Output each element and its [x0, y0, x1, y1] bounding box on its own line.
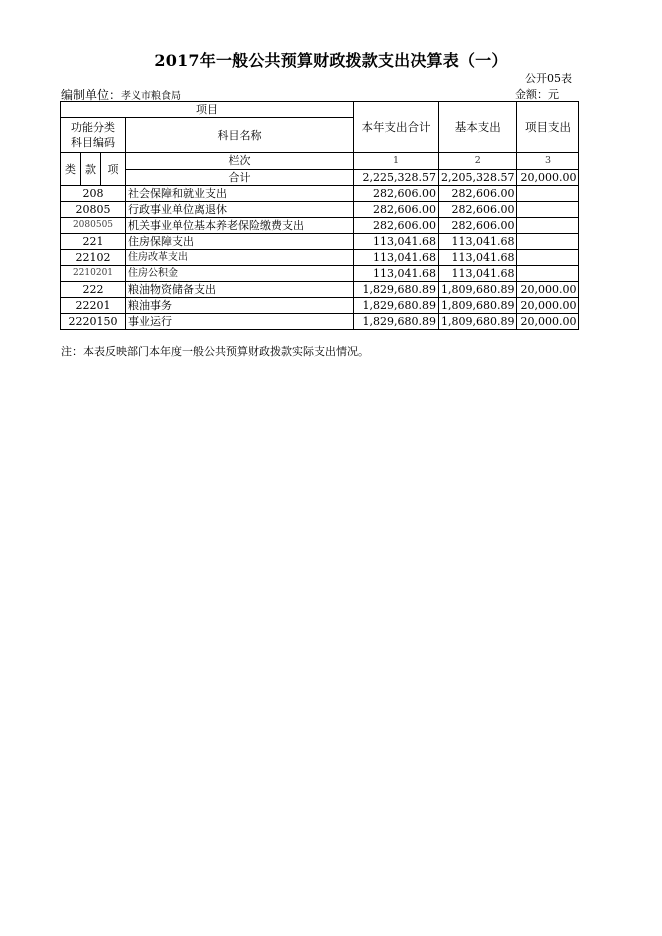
table-row — [61, 298, 579, 314]
report-title: 2017年一般公共预算财政拨款支出决算表（一） — [154, 51, 508, 70]
form-number: 公开05表 — [525, 72, 572, 85]
row-name: 粮油物资储备支出 — [126, 282, 354, 298]
table-row — [61, 282, 579, 298]
row-code: 222 — [61, 282, 126, 298]
row-name: 粮油事务 — [126, 298, 354, 314]
preparing-unit-label: 编制单位： — [61, 88, 122, 102]
row-total: 1,829,680.89 — [354, 298, 439, 314]
project-column-header: 项目支出 — [517, 102, 579, 153]
table-row — [61, 314, 579, 330]
summary-basic: 2,205,328.57 — [439, 169, 517, 186]
row-code: 208 — [61, 186, 126, 202]
row-code: 2080505 — [61, 218, 126, 234]
summary-project: 20,000.00 — [517, 169, 579, 186]
row-name: 社会保障和就业支出 — [126, 186, 354, 202]
column-number-3: 3 — [517, 153, 579, 170]
row-total: 1,829,680.89 — [354, 282, 439, 298]
xiang-header: 项 — [101, 153, 126, 186]
row-total: 282,606.00 — [354, 186, 439, 202]
row-basic: 1,809,680.89 — [439, 314, 517, 330]
row-basic: 282,606.00 — [439, 202, 517, 218]
row-basic: 113,041.68 — [439, 250, 517, 266]
row-total: 113,041.68 — [354, 234, 439, 250]
row-name: 机关事业单位基本养老保险缴费支出 — [126, 218, 354, 234]
summary-total: 2,225,328.57 — [354, 169, 439, 186]
table-row — [61, 234, 579, 250]
kuan-header: 款 — [81, 153, 101, 186]
row-name: 事业运行 — [126, 314, 354, 330]
row-basic: 113,041.68 — [439, 234, 517, 250]
row-code: 2220150 — [61, 314, 126, 330]
total-column-header: 本年支出合计 — [354, 102, 439, 153]
row-project — [517, 250, 579, 266]
row-project — [517, 266, 579, 282]
row-project: 20,000.00 — [517, 298, 579, 314]
row-project — [517, 234, 579, 250]
table-row — [61, 202, 579, 218]
row-project — [517, 186, 579, 202]
row-basic: 282,606.00 — [439, 186, 517, 202]
table-row — [61, 186, 579, 202]
row-total: 282,606.00 — [354, 202, 439, 218]
row-code: 22102 — [61, 250, 126, 266]
row-total: 113,041.68 — [354, 266, 439, 282]
lanci-header: 栏次 — [126, 153, 354, 170]
footnote: 注：本表反映部门本年度一般公共预算财政拨款实际支出情况。 — [61, 345, 369, 358]
row-project — [517, 202, 579, 218]
row-code: 20805 — [61, 202, 126, 218]
row-basic: 282,606.00 — [439, 218, 517, 234]
table-row — [61, 250, 579, 266]
row-project — [517, 218, 579, 234]
row-name: 住房保障支出 — [126, 234, 354, 250]
row-total: 1,829,680.89 — [354, 314, 439, 330]
column-number-1: 1 — [354, 153, 439, 170]
row-basic: 113,041.68 — [439, 266, 517, 282]
row-basic: 1,809,680.89 — [439, 298, 517, 314]
amount-unit: 金额：元 — [515, 88, 559, 101]
expenditure-table — [60, 101, 579, 330]
row-name: 住房改革支出 — [126, 250, 354, 266]
subject-name-header: 科目名称 — [126, 118, 354, 153]
header-row-3 — [61, 153, 579, 170]
row-name: 行政事业单位离退休 — [126, 202, 354, 218]
function-code-header: 功能分类 科目编码 — [61, 118, 126, 153]
column-number-2: 2 — [439, 153, 517, 170]
row-total: 282,606.00 — [354, 218, 439, 234]
table-row — [61, 218, 579, 234]
row-project: 20,000.00 — [517, 314, 579, 330]
basic-column-header: 基本支出 — [439, 102, 517, 153]
row-total: 113,041.68 — [354, 250, 439, 266]
table-row — [61, 266, 579, 282]
preparing-unit-name: 孝义市粮食局 — [121, 91, 182, 102]
row-basic: 1,809,680.89 — [439, 282, 517, 298]
summary-row — [61, 169, 579, 186]
header-row-1 — [61, 102, 579, 118]
row-name: 住房公积金 — [126, 266, 354, 282]
lei-header: 类 — [61, 153, 81, 186]
row-code: 2210201 — [61, 266, 126, 282]
row-code: 221 — [61, 234, 126, 250]
summary-label: 合计 — [126, 169, 354, 186]
row-code: 22201 — [61, 298, 126, 314]
item-group-header: 项目 — [61, 102, 354, 118]
row-project: 20,000.00 — [517, 282, 579, 298]
